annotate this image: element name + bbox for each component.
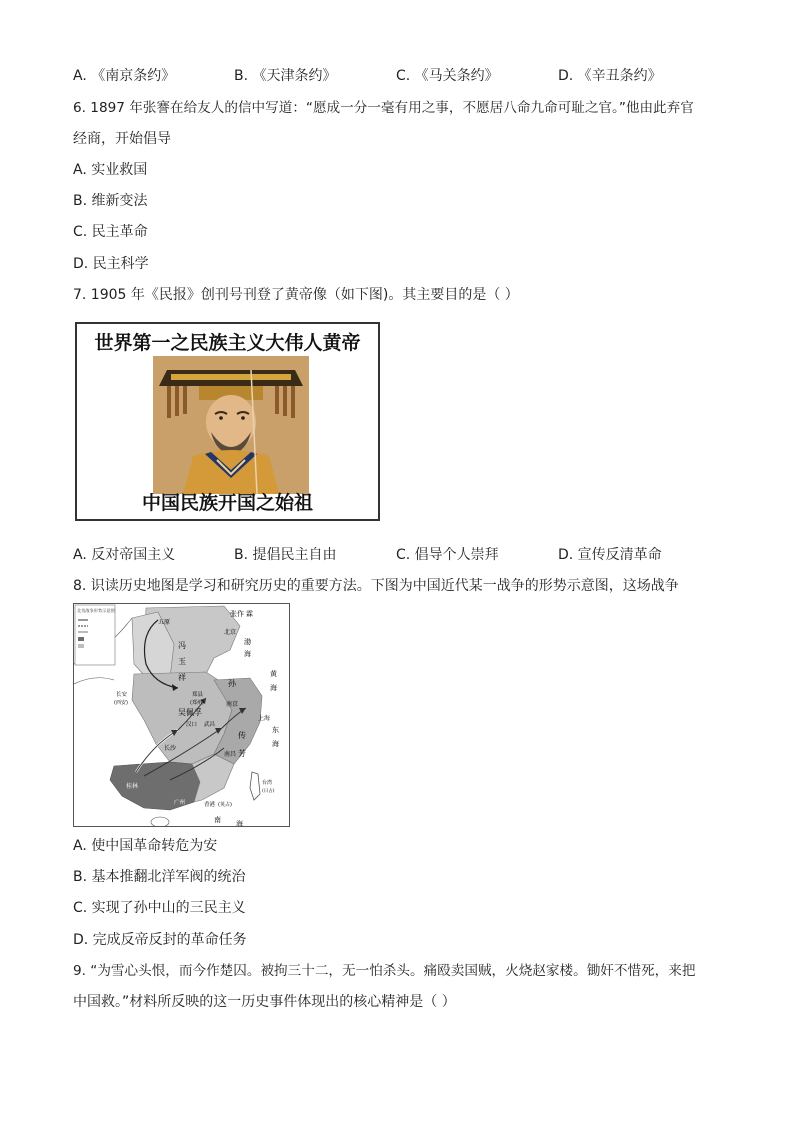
map-label-zhengzhou: 郑县 — [192, 692, 204, 698]
q7-option-b: B. 提倡民主自由 — [234, 547, 337, 563]
map-label-xian: (西安) — [114, 700, 128, 706]
map-label-xiang: 祥 — [178, 673, 186, 682]
map-label-nanchang: 南昌 — [224, 751, 237, 758]
map-label-nan: 南 — [214, 816, 221, 824]
map-label-huang: 黄 — [270, 670, 277, 678]
map-legend-title: 北伐战争形势示意图 — [77, 608, 115, 613]
q8-option-b: B. 基本推翻北洋军阀的统治 — [73, 869, 246, 885]
northern-expedition-map — [73, 603, 290, 827]
q5-option-c: C. 《马关条约》 — [396, 68, 499, 84]
q9-stem-line2: 中国救。”材料所反映的这一历史事件体现出的核心精神是（ ） — [73, 994, 456, 1010]
map-label-taiwan-note: (日占) — [262, 789, 275, 794]
map-label-wupeifu: 吴佩孚 — [178, 708, 202, 717]
map-label-zhangzuolin-2: 霖 — [246, 610, 253, 618]
map-label-hongkong: 香港 — [204, 802, 216, 808]
map-label-zhengzhou-2: (郑州) — [190, 700, 204, 706]
map-label-wuyuan: 五原 — [158, 619, 171, 626]
map-label-hai-4: 海 — [236, 820, 243, 827]
q6-stem-line1: 6. 1897 年张謇在给友人的信中写道：“愿成一分一毫有用之事，不愿居八命九命可耻之官。”他由此弃官 — [73, 100, 694, 116]
q6-option-a: A. 实业救国 — [73, 162, 148, 178]
q7-option-d: D. 宣传反清革命 — [558, 547, 662, 563]
q5-option-b: B. 《天津条约》 — [234, 68, 337, 84]
q7-option-a: A. 反对帝国主义 — [73, 547, 176, 563]
map-label-zhangzuolin-1: 张作 — [230, 610, 244, 618]
map-label-changsha: 长沙 — [164, 745, 177, 752]
q6-option-b: B. 维新变法 — [73, 193, 148, 209]
map-label-wuchang: 武昌 — [204, 722, 216, 728]
q5-option-d: D. 《辛丑条约》 — [558, 68, 662, 84]
yellow-emperor-figure — [75, 322, 380, 521]
map-label-dong: 东 — [272, 726, 279, 734]
figure-caption-bottom: 中国民族开国之始祖 — [141, 492, 313, 514]
q8-stem: 8. 识读历史地图是学习和研究历史的重要方法。下图为中国近代某一战争的形势示意图，这场战争 — [73, 578, 679, 594]
q9-stem-line1: 9. “为雪心头恨，而今作楚囚。被拘三十二，无一怕杀头。痛殴卖国贼，火烧赵家楼。锄奸不惜死，来把 — [73, 963, 696, 979]
map-label-bo: 渤 — [244, 638, 251, 646]
q7-option-c: C. 倡导个人崇拜 — [396, 547, 499, 563]
map-label-feng: 冯 — [178, 641, 186, 650]
map-label-hankou: 汉口 — [186, 722, 198, 728]
map-label-taiwan: 台湾 — [262, 780, 273, 786]
map-label-shanghai: 上海 — [258, 715, 271, 722]
map-label-guilin: 桂林 — [126, 783, 139, 790]
yellow-emperor-portrait — [153, 356, 309, 494]
figure-caption-top: 世界第一之民族主义大伟人黄帝 — [94, 332, 361, 354]
map-label-changan: 长安 — [116, 692, 128, 698]
map-label-yu: 玉 — [178, 657, 186, 666]
q8-option-c: C. 实现了孙中山的三民主义 — [73, 900, 246, 916]
q7-stem: 7. 1905 年《民报》创刊号刊登了黄帝像（如下图)。其主要目的是（ ） — [73, 287, 519, 303]
map-label-nanjing: 南京 — [226, 701, 239, 708]
q6-option-c: C. 民主革命 — [73, 224, 148, 240]
map-label-hai-2: 海 — [270, 684, 277, 692]
map-label-hai-1: 海 — [244, 650, 251, 658]
q5-option-a: A. 《南京条约》 — [73, 68, 176, 84]
q6-option-d: D. 民主科学 — [73, 256, 149, 272]
map-label-sun: 孙 — [228, 679, 236, 688]
map-label-hk-note: (英占) — [218, 802, 232, 808]
map-label-hai-3: 海 — [272, 740, 279, 748]
map-label-chuan: 传 — [238, 731, 246, 740]
map-label-fang: 芳 — [238, 749, 246, 758]
q6-stem-line2: 经商，开始倡导 — [73, 131, 171, 147]
q8-option-d: D. 完成反帝反封的革命任务 — [73, 932, 247, 948]
map-label-guangzhou: 广州 — [174, 800, 186, 806]
q8-option-a: A. 使中国革命转危为安 — [73, 838, 218, 854]
map-label-beijing: 北京 — [224, 629, 237, 636]
